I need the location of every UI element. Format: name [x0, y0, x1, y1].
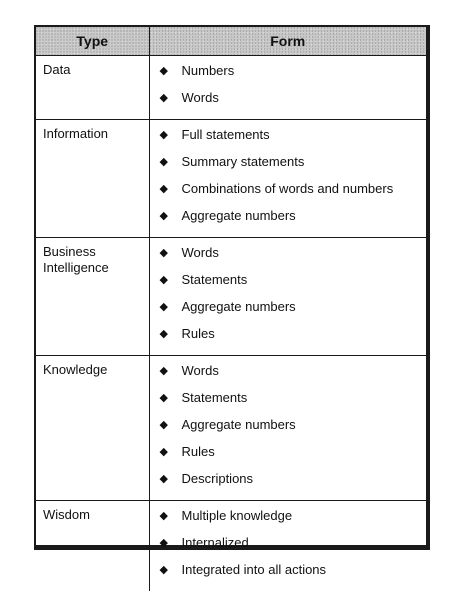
list-item — [160, 243, 427, 270]
form-cell — [149, 120, 426, 238]
diamond-bullet-icon: ◆ — [160, 560, 182, 580]
form-item-label: Rules — [182, 324, 215, 344]
list-item — [160, 270, 427, 297]
form-item-label: Summary statements — [182, 152, 305, 172]
form-item-label: Combinations of words and numbers — [182, 179, 394, 199]
diamond-bullet-icon: ◆ — [160, 61, 182, 81]
diamond-bullet-icon: ◆ — [160, 88, 182, 108]
list-item — [160, 152, 427, 179]
table-row — [36, 501, 426, 591]
form-cell — [149, 238, 426, 356]
diamond-bullet-icon: ◆ — [160, 206, 182, 226]
form-item-label: Internalized — [182, 533, 249, 553]
list-item — [160, 388, 427, 415]
table-row — [36, 56, 426, 120]
form-cell — [149, 356, 426, 501]
form-item-label: Words — [182, 243, 219, 263]
table-row — [36, 356, 426, 501]
list-item — [160, 179, 427, 206]
type-cell: Information — [36, 120, 149, 238]
form-item-label: Multiple knowledge — [182, 506, 293, 526]
form-column-header: Form — [149, 27, 426, 56]
type-cell: Data — [36, 56, 149, 120]
list-item — [160, 415, 427, 442]
list-item — [160, 206, 427, 233]
header-row — [36, 27, 426, 56]
form-list — [160, 125, 427, 233]
form-item-label: Statements — [182, 270, 248, 290]
form-list — [160, 506, 427, 587]
diamond-bullet-icon: ◆ — [160, 179, 182, 199]
list-item — [160, 469, 427, 496]
type-cell: Wisdom — [36, 501, 149, 591]
form-cell — [149, 501, 426, 591]
form-item-label: Aggregate numbers — [182, 297, 296, 317]
diamond-bullet-icon: ◆ — [160, 415, 182, 435]
list-item — [160, 506, 427, 533]
form-list — [160, 61, 427, 115]
type-cell: Business Intelligence — [36, 238, 149, 356]
form-item-label: Aggregate numbers — [182, 206, 296, 226]
list-item — [160, 297, 427, 324]
form-item-label: Aggregate numbers — [182, 415, 296, 435]
diamond-bullet-icon: ◆ — [160, 388, 182, 408]
diamond-bullet-icon: ◆ — [160, 152, 182, 172]
diamond-bullet-icon: ◆ — [160, 469, 182, 489]
form-item-label: Descriptions — [182, 469, 254, 489]
list-item — [160, 125, 427, 152]
form-item-label: Words — [182, 88, 219, 108]
table — [36, 27, 426, 591]
diamond-bullet-icon: ◆ — [160, 270, 182, 290]
list-item — [160, 533, 427, 560]
form-list — [160, 361, 427, 496]
list-item — [160, 560, 427, 587]
diamond-bullet-icon: ◆ — [160, 361, 182, 381]
list-item — [160, 324, 427, 351]
table-row — [36, 238, 426, 356]
form-list — [160, 243, 427, 351]
type-cell: Knowledge — [36, 356, 149, 501]
form-item-label: Words — [182, 361, 219, 381]
type-form-table — [34, 25, 430, 550]
diamond-bullet-icon: ◆ — [160, 243, 182, 263]
list-item — [160, 361, 427, 388]
table-row — [36, 120, 426, 238]
diamond-bullet-icon: ◆ — [160, 324, 182, 344]
diamond-bullet-icon: ◆ — [160, 442, 182, 462]
form-item-label: Numbers — [182, 61, 235, 81]
list-item — [160, 61, 427, 88]
diamond-bullet-icon: ◆ — [160, 506, 182, 526]
list-item — [160, 442, 427, 469]
type-column-header: Type — [36, 27, 149, 56]
form-item-label: Full statements — [182, 125, 270, 145]
list-item — [160, 88, 427, 115]
diamond-bullet-icon: ◆ — [160, 297, 182, 317]
form-cell — [149, 56, 426, 120]
form-item-label: Statements — [182, 388, 248, 408]
diamond-bullet-icon: ◆ — [160, 125, 182, 145]
diamond-bullet-icon: ◆ — [160, 533, 182, 553]
form-item-label: Rules — [182, 442, 215, 462]
form-item-label: Integrated into all actions — [182, 560, 327, 580]
